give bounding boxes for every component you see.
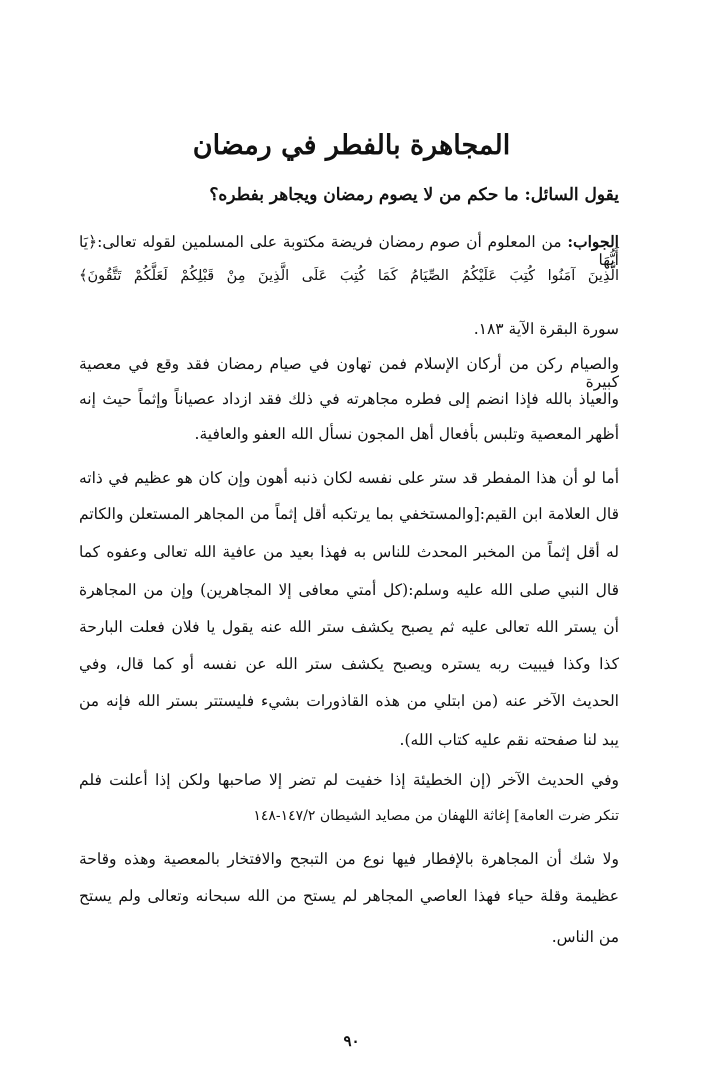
answer-line	[79, 232, 619, 269]
body-line-9: كذا وكذا فيبيت ربه يستره ويصبح يكشف ستر الله عن نفسه أو كما قال، وفي	[79, 655, 619, 673]
body-line-7: قال النبي صلى الله عليه وسلم:(كل أمتي معافى إلا المجاهرين) وإن من المجاهرة	[79, 581, 619, 599]
body-line-1: والصيام ركن من أركان الإسلام فمن تهاون في صيام رمضان فقد وقع في معصية كبيرة	[79, 355, 619, 391]
body-line-4: أما لو أن هذا المفطر قد ستر على نفسه لكان ذنبه أهون وإن كان هو عظيم في ذاته	[79, 469, 619, 487]
body-line-2: والعياذ بالله فإذا انضم إلى فطره مجاهرته في ذلك فقد ازداد عصياناً وإثماً حيث إنه	[79, 390, 619, 408]
body-line-3: أظهر المعصية وتلبس بأفعال أهل المجون نسأل الله العفو والعافية.	[194, 425, 619, 443]
body-line-15: عظيمة وقلة حياء فهذا العاصي المجاهر لم يستح من الله سبحانه وتعالى ولم يستح	[79, 887, 619, 905]
body-line-12: وفي الحديث الآخر (إن الخطيئة إذا خفيت لم تضر إلا صاحبها ولكن إذا أعلنت فلم	[79, 771, 619, 789]
body-line-5: قال العلامة ابن القيم:[والمستخفي بما يرتكبه أقل إثماً من المجاهر المستعلن والكاتم	[79, 505, 619, 523]
body-line-8: أن يستر الله تعالى عليه ثم يصبح يكشف ستر الله عنه يقول يا فلان فعلت البارحة	[79, 618, 619, 636]
body-line-6: له أقل إثماً من المخبر المحدث للناس به فهذا بعيد من عافية الله تعالى وعفوه كما	[79, 543, 619, 561]
question-line: يقول السائل: ما حكم من لا يصوم رمضان ويجاهر بفطره؟	[209, 185, 619, 205]
body-line-16: من الناس.	[551, 928, 619, 946]
answer-label: الجواب:	[567, 232, 619, 251]
quran-verse: الَّذِينَ آمَنُوا كُتِبَ عَلَيْكُمُ الصِّيَامُ كَمَا كُتِبَ عَلَى الَّذِينَ مِنْ قَبْلِكُمْ لَعَلَّكُمْ تَتَّقُونَ﴾	[79, 268, 619, 284]
body-line-11: يبد لنا صفحته نقم عليه كتاب الله).	[399, 731, 619, 749]
body-line-13: تنكر ضرت العامة] إغاثة اللهفان من مصايد الشيطان ١٤٧/٢-١٤٨	[253, 808, 619, 824]
verse-reference: سورة البقرة الآية ١٨٣.	[473, 320, 619, 338]
page-number: ٩٠	[343, 1032, 360, 1050]
body-line-14: ولا شك أن المجاهرة بالإفطار فيها نوع من التبجح والافتخار بالمعصية وهذه وقاحة	[79, 850, 619, 868]
body-line-10: الحديث الآخر عنه (من ابتلي من هذه القاذورات بشيء فليستتر بستر الله فإنه من	[79, 692, 619, 710]
page-title: المجاهرة بالفطر في رمضان	[192, 130, 511, 161]
answer-intro: من المعلوم أن صوم رمضان فريضة مكتوبة على المسلمين لقوله تعالى:﴿يَا أَيُّهَا	[79, 233, 619, 269]
